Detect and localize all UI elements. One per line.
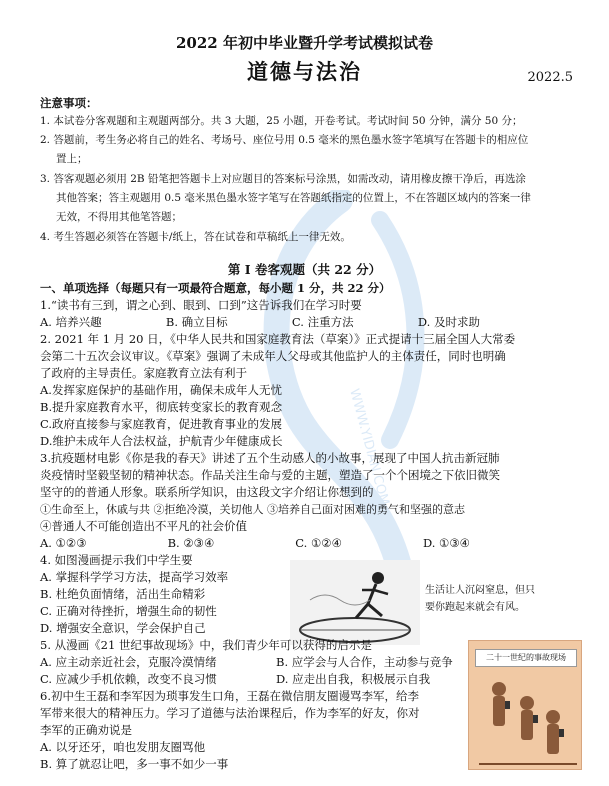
question-4-option-a: A. 掌握科学学习方法，提高学习效率 xyxy=(40,570,229,584)
notice-heading: 注意事项： xyxy=(40,96,98,110)
question-6-option-b: B. 算了就忍让吧，多一事不如少一事 xyxy=(40,757,229,771)
notice-item: 3. 答客观题必须用 2B 铅笔把答题卡上对应题目的答案标号涂黑，如需改动，请用橡皮擦干净后，再选涂 xyxy=(40,173,526,185)
notice-item: 无效，不得用其他笔答题； xyxy=(56,211,182,223)
question-1-options xyxy=(40,315,480,330)
cartoon-caption: 要你跑起来就会有风。 xyxy=(425,602,525,613)
question-2-option-b: B.提升家庭教育水平，彻底转变家长的教育观念 xyxy=(40,400,283,414)
question-6-stem: 6.初中生王磊和李军因为琐事发生口角，王磊在微信朋友圈谩骂李军，给李 xyxy=(40,689,419,703)
question-2-stem: 2. 2021 年 1 月 20 日，《中华人民共和国家庭教育法（草案）》正式提请十三届全国人大常委 xyxy=(40,332,516,346)
question-1-stem: 1.“读书有三到，谓之心到、眼到、口到”这告诉我们在学习时要 xyxy=(40,298,362,312)
question-3-stem: 3.抗疫题材电影《你是我的春天》讲述了五个生动感人的小故事，展现了中国人抗击新冠肺 xyxy=(40,451,500,465)
question-5-stem: 5. 从漫画《21 世纪事故现场》中，我们青少年可以获得的启示是 xyxy=(40,638,372,652)
notice-item: 1. 本试卷分客观题和主观题两部分。共 3 大题，25 小题，开卷考试。考试时间 50 分钟，满分 50 分； xyxy=(40,115,523,127)
notice-item: 4. 考生答题必须答在答题卡/纸上，答在试卷和草稿纸上一律无效。 xyxy=(40,231,351,243)
option-d: D. ①③④ xyxy=(422,536,470,550)
section-title: 第 Ⅰ 卷客观题（共 22 分） xyxy=(227,262,382,277)
question-3-stem: 炎疫情时坚毅坚韧的精神状态。作品关注生命与爱的主题，塑造了一个个困境之下依旧微笑 xyxy=(40,468,500,482)
question-4-option-d: D. 增强安全意识，学会保护自己 xyxy=(40,621,206,635)
question-2-option-d: D.维护未成年人合法权益，护航青少年健康成长 xyxy=(40,434,283,448)
option-a: A. 培养兴趣 xyxy=(40,315,102,329)
question-3-options xyxy=(40,536,470,551)
cartoon-caption: 生活让人沉闷窒息，但只 xyxy=(425,585,535,596)
question-5-option-c: C. 应减少手机依赖，改变不良习惯 xyxy=(40,672,217,686)
question-2-option-a: A.发挥家庭保护的基础作用，确保未成年人无忧 xyxy=(40,383,282,397)
question-3-statements: ④普通人不可能创造出不平凡的社会价值 xyxy=(40,519,247,533)
accident-scene-poster xyxy=(468,640,582,770)
notice-item: 置上； xyxy=(56,153,88,165)
question-2-stem: 会第二十五次会议审议。《草案》强调了未成年人父母或其他监护人的主体责任，同时也明确 xyxy=(40,349,506,363)
question-4-stem: 4. 如图漫画提示我们中学生要 xyxy=(40,553,193,567)
question-6-option-a: A. 以牙还牙，咱也发朋友圈骂他 xyxy=(40,740,206,754)
part-title: 一、单项选择（每题只有一项最符合题意，每小题 1 分，共 22 分） xyxy=(40,281,391,295)
exam-date: 2022.5 xyxy=(527,70,573,85)
watermark-text: WWW.YIDIAN.COM xyxy=(346,387,392,508)
notice-item: 2. 答题前，考生务必将自己的姓名、考场号、座位号用 0.5 毫米的黑色墨水签字笔填写在答题卡的相应位 xyxy=(40,134,529,146)
question-6-stem: 李军的正确劝说是 xyxy=(40,723,132,737)
option-d: D. 及时求助 xyxy=(417,315,480,329)
question-6-stem: 军带来很大的精神压力。学习了道德与法治课程后，作为李军的好友，你对 xyxy=(40,706,420,720)
question-4-option-c: C. 正确对待挫折，增强生命的韧性 xyxy=(40,604,217,618)
notice-item: 其他答案；答主观题用 0.5 毫米黑色墨水签字笔写在答题纸指定的位置上，不在答题区域内的答案一律 xyxy=(56,192,531,204)
subject-title: 道德与法治 xyxy=(247,59,362,84)
option-c: C. ①②④ xyxy=(295,536,342,550)
poster-title: 二十一世纪的事故现场 xyxy=(475,649,577,667)
question-3-stem: 坚守的的普通人形象。联系所学知识，由这段文字介绍让你想到的 xyxy=(40,485,374,499)
exam-title: 2022 年初中毕业暨升学考试模拟试卷 xyxy=(176,34,433,52)
option-a: A. ①②③ xyxy=(40,536,87,550)
question-5-option-d: D. 应走出自我，积极展示自我 xyxy=(276,672,431,686)
question-5-option-a: A. 应主动亲近社会，克服冷漠情绪 xyxy=(40,655,217,669)
running-cartoon-illustration xyxy=(290,560,420,645)
question-5-option-b: B. 应学会与人合作，主动参与竞争 xyxy=(276,655,453,669)
option-c: C. 注重方法 xyxy=(291,315,354,329)
question-3-statements: ①生命至上，休戚与共 ②拒绝冷漠，关切他人 ③培养自己面对困难的勇气和坚强的意志 xyxy=(40,503,465,516)
option-b: B. ②③④ xyxy=(167,536,215,550)
phone-users-illustration xyxy=(469,669,581,769)
question-2-stem: 了政府的主导责任。家庭教育立法有利于 xyxy=(40,366,247,380)
option-b: B. 确立目标 xyxy=(165,315,228,329)
question-4-option-b: B. 杜绝负面情绪，活出生命精彩 xyxy=(40,587,206,601)
question-2-option-c: C.政府直接参与家庭教育，促进教育事业的发展 xyxy=(40,417,283,431)
